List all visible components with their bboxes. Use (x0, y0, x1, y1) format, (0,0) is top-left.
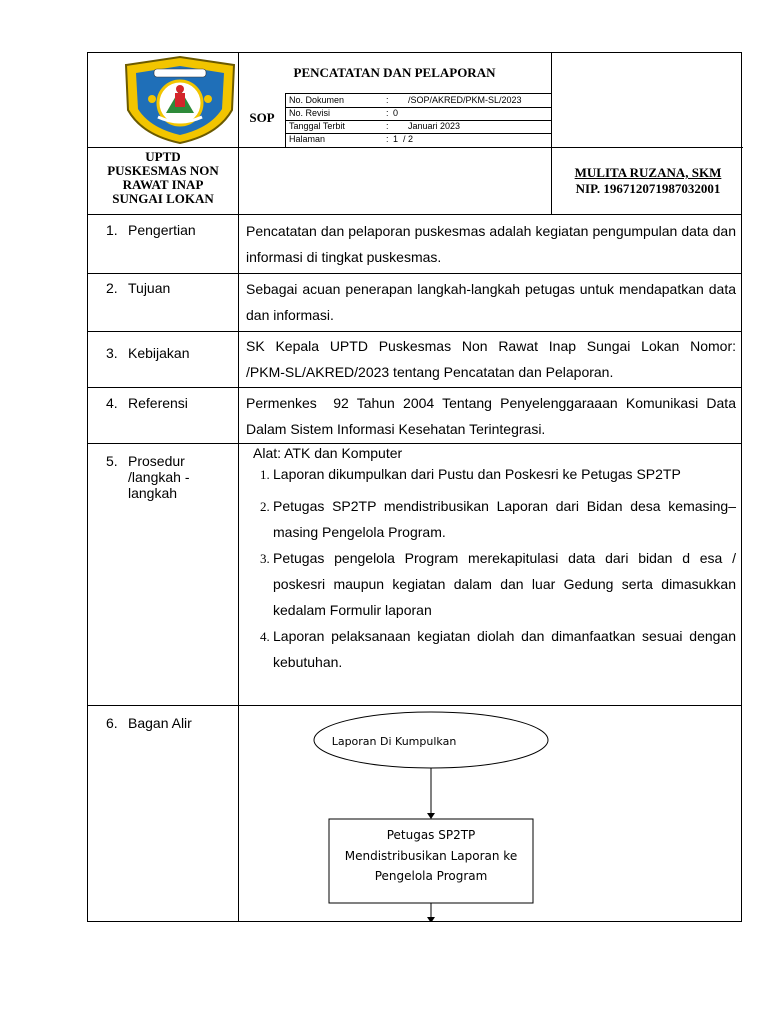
org-line: UPTD (145, 149, 181, 164)
signer-name: MULITA RUZANA, SKM (574, 165, 722, 180)
meta-key: Halaman (289, 134, 326, 144)
section-number: 5. (106, 453, 118, 469)
section-number: 3. (106, 345, 118, 361)
meta-key: Tanggal Terbit (289, 121, 345, 131)
flowchart-box-line: Pengelola Program (374, 869, 488, 883)
section-label-text: Bagan Alir (128, 715, 192, 731)
meta-value: 1 / 2 (393, 134, 414, 144)
meta-value: 0 (393, 108, 399, 118)
org-line: SUNGAI LOKAN (112, 191, 214, 206)
section-content-referensi: Permenkes 92 Tahun 2004 Tentang Penyelenggaraaan Komunikasi Data Dalam Sistem Informasi Kesehatan Terintegrasi. (246, 395, 740, 437)
flowchart (88, 215, 764, 922)
organization-name (88, 150, 238, 206)
meta-key: No. Revisi (289, 108, 331, 118)
procedure-step: 2. Petugas SP2TP mendistribusikan Laporan dari Bidan desa kemasing–masing Pengelola Program. (273, 493, 736, 545)
procedure-step: 1. Laporan dikumpulkan dari Pustu dan Poskesri ke Petugas SP2TP (273, 461, 736, 487)
signer-nip: NIP. 196712071987032001 (575, 181, 721, 196)
section-content-kebijakan: SK Kepala UPTD Puskesmas Non Rawat Inap Sungai Lokan Nomor: /PKM-SL/AKRED/2023 tentang Pencatatan dan Pelaporan. (246, 338, 764, 380)
org-line: RAWAT INAP (122, 177, 204, 192)
meta-sep: : (386, 134, 389, 144)
flowchart-box-line: Petugas SP2TP (386, 828, 476, 842)
section-label-text: Pengertian (128, 222, 196, 238)
header-table (87, 52, 742, 215)
flowchart-start-text: Laporan Di Kumpulkan (331, 735, 457, 748)
procedure-step: 4. Laporan pelaksanaan kegiatan diolah dan dimanfaatkan sesuai dengan kebutuhan. (273, 623, 736, 675)
section-number: 2. (106, 280, 118, 296)
sop-label: SOP (249, 110, 275, 125)
flowchart-box-line: Mendistribusikan Laporan ke (344, 849, 518, 863)
procedure-step: 3. Petugas pengelola Program merekapitulasi data dari bidan d esa / poskesri maupun kegiatan dalam dan luar Gedung serta dimasukkan kedalam Formulir laporan (273, 545, 736, 623)
meta-sep: : (386, 121, 389, 131)
meta-key: No. Dokumen (289, 95, 345, 105)
prosedur-label-line: /langkah - (128, 469, 190, 485)
section-number: 1. (106, 222, 118, 238)
meta-sep: : (386, 108, 389, 118)
section-label-text: Tujuan (128, 280, 171, 296)
section-number: 6. (106, 715, 118, 731)
flowchart-arrow-head (427, 917, 435, 922)
meta-value: Januari 2023 (393, 121, 461, 131)
document-title: PENCATATAN DAN PELAPORAN (293, 65, 496, 80)
puskesmas-logo (118, 55, 242, 145)
meta-value: /SOP/AKRED/PKM-SL/2023 (393, 95, 522, 105)
section-label-text: Kebijakan (128, 345, 190, 361)
body-table (87, 215, 764, 922)
signer-block (553, 165, 743, 197)
prosedur-label-line: langkah (128, 485, 178, 501)
flowchart-arrow-head (427, 813, 435, 819)
prosedur-label-line: Prosedur (128, 453, 185, 469)
meta-sep: : (386, 95, 389, 105)
org-line: PUSKESMAS NON (107, 163, 219, 178)
section-content-tujuan: Sebagai acuan penerapan langkah-langkah petugas untuk mendapatkan data dan informasi. (246, 281, 736, 323)
section-label-text: Referensi (128, 395, 188, 411)
section-number: 4. (106, 395, 118, 411)
section-content-pengertian: Pencatatan dan pelaporan puskesmas adalah kegiatan pengumpulan data dan informasi di tingkat puskesmas. (246, 223, 736, 265)
procedure-intro: Alat: ATK dan Komputer (253, 445, 403, 461)
